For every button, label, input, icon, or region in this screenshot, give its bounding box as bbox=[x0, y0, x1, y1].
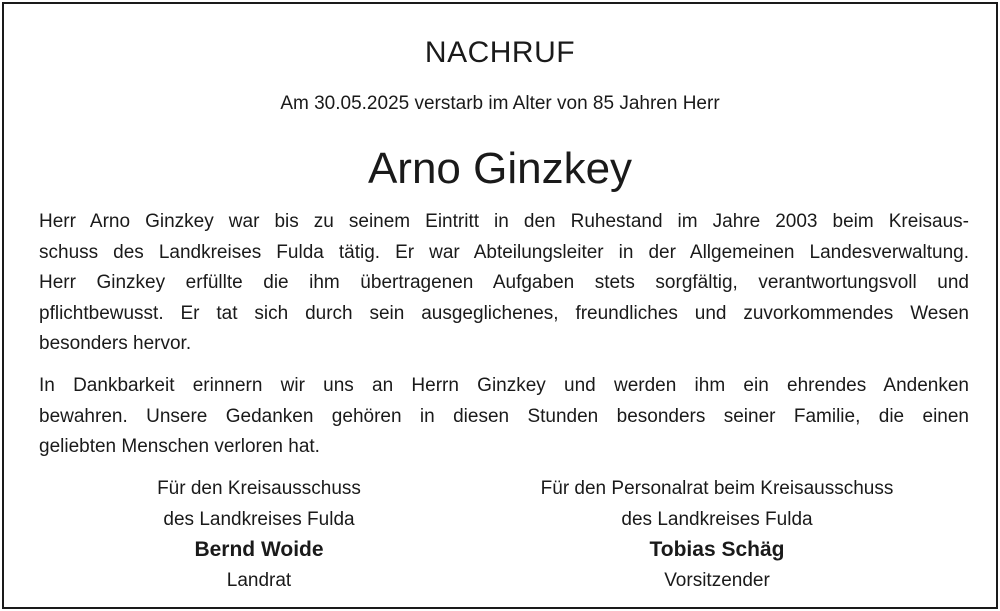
paragraph-line: In Dankbarkeit erinnern wir uns an Herrn Ginzkey und werden ihm ein ehrendes Andenken bbox=[39, 375, 969, 396]
paragraph-line: Herr Arno Ginzkey war bis zu seinem Eintritt in den Ruhestand im Jahre 2003 beim Kreisaus- bbox=[39, 211, 969, 232]
signature-org-line: Für den Personalrat beim Kreisausschuss bbox=[540, 478, 894, 499]
paragraph-line: pflichtbewusst. Er tat sich durch sein ausgeglichenes, freundliches und zuvorkommendes Wesen bbox=[39, 302, 969, 324]
paragraph-line: geliebten Menschen verloren hat. bbox=[39, 436, 320, 457]
signature-org-line: des Landkreises Fulda bbox=[163, 508, 355, 530]
signature-block-kreisausschuss bbox=[59, 474, 459, 596]
signature-org-line: des Landkreises Fulda bbox=[621, 508, 813, 530]
death-announcement: Am 30.05.2025 verstarb im Alter von 85 Jahren Herr bbox=[280, 93, 720, 114]
signer-role: Landrat bbox=[226, 569, 292, 591]
signature-block-personalrat bbox=[467, 474, 967, 596]
paragraph-line: schuss des Landkreises Fulda tätig. Er war Abteilungsleiter in der Allgemeinen Landesverwaltung. bbox=[39, 241, 969, 263]
notice-heading: NACHRUF bbox=[424, 36, 576, 69]
career-paragraph bbox=[39, 207, 969, 360]
paragraph-line: bewahren. Unsere Gedanken gehören in diesen Stunden besonders seiner Familie, die einen bbox=[39, 405, 969, 427]
signer-name: Tobias Schäg bbox=[649, 538, 785, 561]
obituary-frame bbox=[2, 2, 998, 609]
gratitude-paragraph bbox=[39, 371, 969, 463]
signer-name: Bernd Woide bbox=[194, 538, 324, 561]
paragraph-line: besonders hervor. bbox=[39, 333, 192, 354]
signer-role: Vorsitzender bbox=[664, 569, 770, 591]
paragraph-line: Herr Ginzkey erfüllte die ihm übertragenen Aufgaben stets sorgfältig, verantwortungsvoll und bbox=[39, 272, 969, 293]
signature-org-line: Für den Kreisausschuss bbox=[157, 478, 361, 499]
deceased-name: Arno Ginzkey bbox=[367, 144, 633, 193]
